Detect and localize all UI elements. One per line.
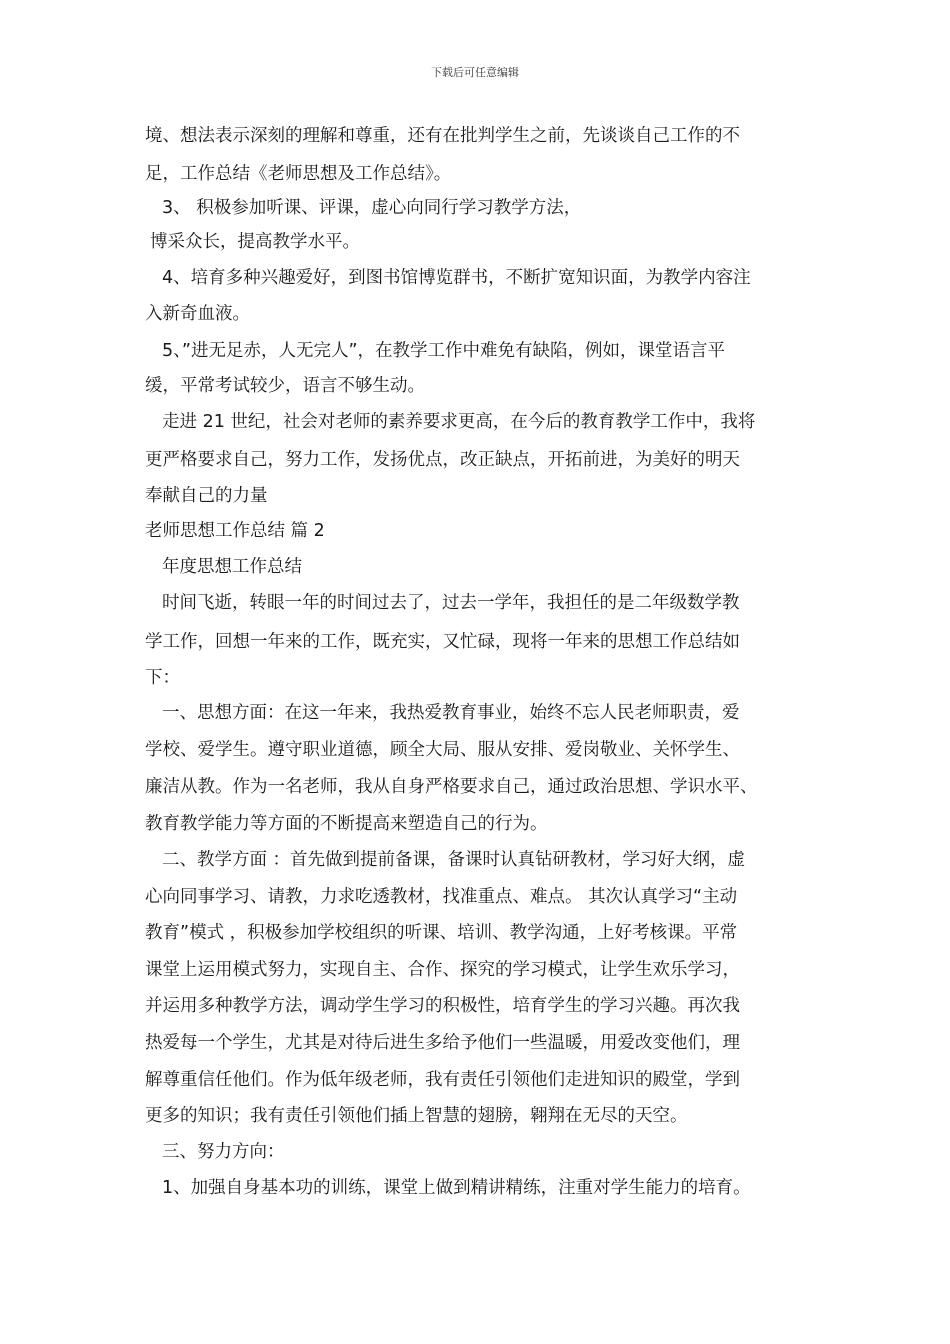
text-line: 热爱每一个学生，尤其是对待后进生多给予他们一些温暖，用爱改变他们，理 (145, 1033, 740, 1053)
text-line: 更多的知识；我有责任引领他们插上智慧的翅膀，翱翔在无尽的天空。 (145, 1106, 688, 1126)
text-line: 境、想法表示深刻的理解和尊重，还有在批判学生之前，先谈谈自己工作的不 (145, 126, 740, 146)
text-line: 更严格要求自己，努力工作，发扬优点，改正缺点，开拓前进，为美好的明天 (145, 450, 740, 470)
text-line: 走进 21 世纪，社会对老师的素养要求更高，在今后的教育教学工作中，我将 (162, 412, 756, 432)
text-line: 年度思想工作总结 (162, 557, 302, 577)
text-line: 缓，平常考试较少，语言不够生动。 (145, 376, 425, 396)
page-header: 下载后可任意编辑 (431, 66, 519, 79)
text-line: 心向同事学习、请教，力求吃透教材，找准重点、难点。 其次认真学习“主动 (145, 887, 738, 907)
text-line: 三、努力方向： (162, 1142, 285, 1162)
text-line: 廉洁从教。作为一名老师，我从自身严格要求自己，通过政治思想、学识水平、 (145, 777, 758, 797)
text-line: 奉献自己的力量 (145, 486, 268, 506)
text-line: 教育教学能力等方面的不断提高来塑造自己的行为。 (145, 814, 548, 834)
section-heading: 老师思想工作总结 篇 2 (145, 521, 325, 541)
text-line: 时间飞逝，转眼一年的时间过去了，过去一学年，我担任的是二年级数学教 (162, 593, 740, 613)
text-line: 教育”模式 ，积极参加学校组织的听课、培训、教学沟通，上好考核课。平常 (145, 923, 738, 943)
text-line: 1、加强自身基本功的训练，课堂上做到精讲精练，注重对学生能力的培育。 (162, 1178, 751, 1198)
text-line: 博采众长，提高教学水平。 (150, 232, 360, 252)
text-line: 3、 积极参加听课、评课，虚心向同行学习教学方法， (162, 198, 582, 218)
text-line: 5、”进无足赤，人无完人”，在教学工作中难免有缺陷，例如，课堂语言平 (162, 341, 726, 361)
text-line: 足，工作总结《老师思想及工作总结》。 (145, 164, 452, 184)
text-line: 学校、爱学生。遵守职业道德，顾全大局、服从安排、爱岗敬业、关怀学生、 (145, 740, 740, 760)
text-line: 并运用多种教学方法，调动学生学习的积极性，培育学生的学习兴趣。再次我 (145, 996, 740, 1016)
text-line: 一、思想方面：在这一年来，我热爱教育事业，始终不忘人民老师职责，爱 (162, 703, 740, 723)
text-line: 下： (145, 668, 180, 688)
text-line: 入新奇血液。 (145, 304, 250, 324)
text-line: 学工作，回想一年来的工作，既充实，又忙碌，现将一年来的思想工作总结如 (145, 632, 740, 652)
text-line: 二、教学方面 ：首先做到提前备课，备课时认真钻研教材，学习好大纲，虚 (162, 850, 746, 870)
text-line: 课堂上运用模式努力，实现自主、合作、探究的学习模式，让学生欢乐学习， (145, 960, 740, 980)
text-line: 解尊重信任他们。作为低年级老师，我有责任引领他们走进知识的殿堂，学到 (145, 1070, 740, 1090)
text-line: 4、培育多种兴趣爱好，到图书馆博览群书，不断扩宽知识面，为教学内容注 (162, 268, 751, 288)
